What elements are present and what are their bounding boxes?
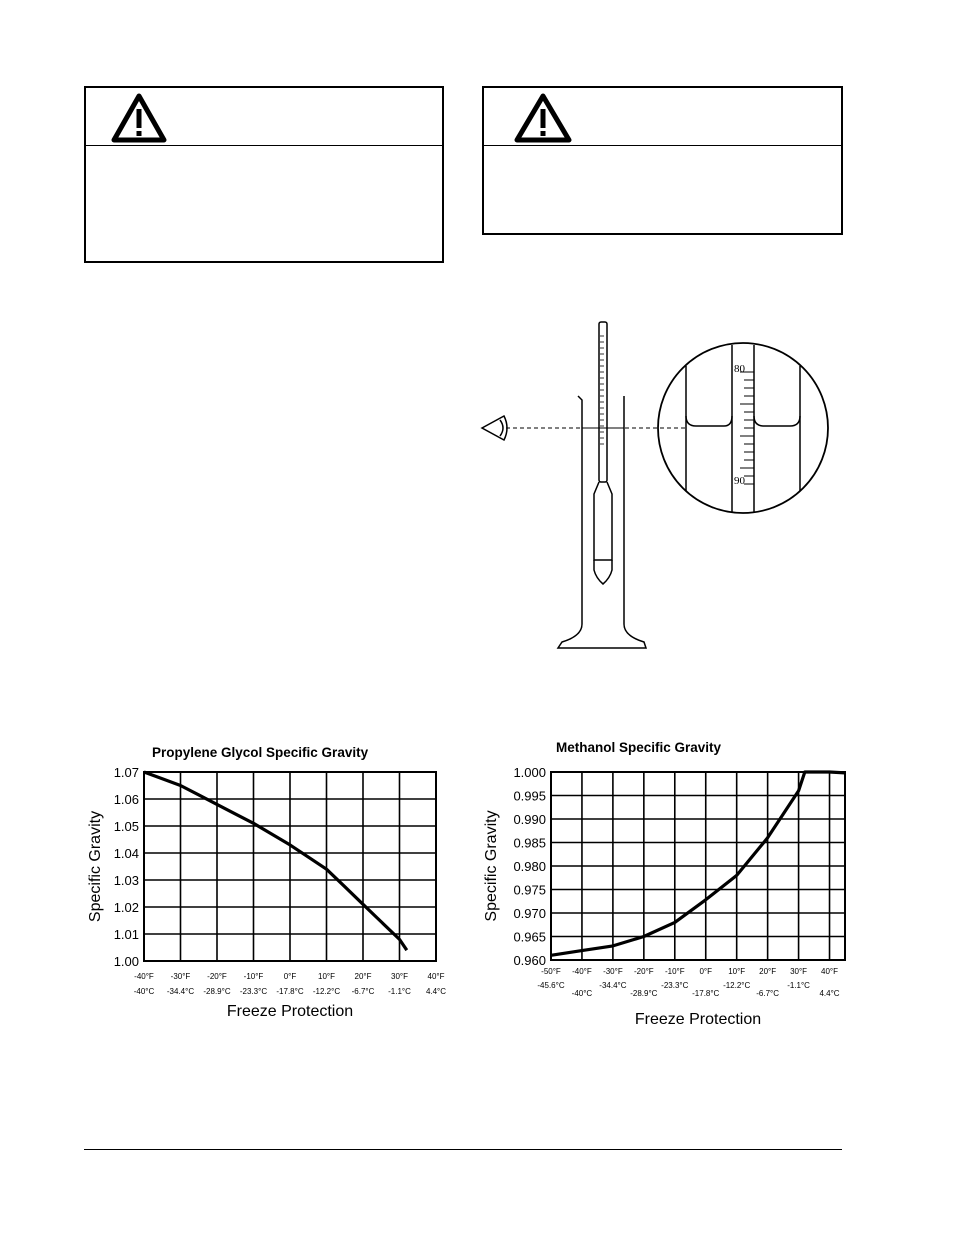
y-axis-label: Specific Gravity xyxy=(483,810,500,922)
warning-box-left xyxy=(84,86,444,263)
x-tick-label-celsius: 4.4°C xyxy=(425,987,447,996)
hydrometer-float xyxy=(594,322,612,584)
x-tick-label-fahrenheit: 20°F xyxy=(354,972,372,981)
x-tick-label-celsius: -34.4°C xyxy=(166,987,195,996)
chart-title: Propylene Glycol Specific Gravity xyxy=(152,745,369,760)
y-tick-label: 1.03 xyxy=(113,873,139,888)
x-tick-label-fahrenheit: 10°F xyxy=(728,967,746,976)
warning-triangle-icon xyxy=(110,92,168,144)
y-axis-label: Specific Gravity xyxy=(87,810,104,923)
warning-header-right xyxy=(484,88,841,146)
x-tick-label-fahrenheit: -40°F xyxy=(572,967,592,976)
x-tick-label-celsius: -34.4°C xyxy=(599,981,627,990)
y-tick-label: 1.04 xyxy=(113,846,139,861)
x-tick-label-fahrenheit: -20°F xyxy=(207,972,227,981)
x-tick-label-fahrenheit: -30°F xyxy=(170,972,191,981)
x-tick-label-fahrenheit: 40°F xyxy=(821,967,839,976)
y-tick-label: 1.06 xyxy=(113,792,139,807)
x-tick-label-fahrenheit: -20°F xyxy=(634,967,654,976)
chart-propylene-glycol xyxy=(80,736,460,1026)
x-tick-label-celsius: -17.8°C xyxy=(276,987,304,996)
x-tick-label-fahrenheit: 40°F xyxy=(427,972,445,981)
x-tick-label-fahrenheit: -10°F xyxy=(243,972,264,981)
y-tick-label: 0.980 xyxy=(513,859,546,874)
series-line xyxy=(551,772,845,955)
warning-header-left xyxy=(86,88,442,146)
x-tick-label-fahrenheit: -30°F xyxy=(603,967,623,976)
footer-rule xyxy=(84,1149,842,1150)
y-tick-label: 1.07 xyxy=(113,765,139,780)
y-tick-label: 0.985 xyxy=(513,835,546,851)
x-tick-label-fahrenheit: 20°F xyxy=(759,967,777,976)
y-tick-label: 0.965 xyxy=(513,929,546,945)
x-tick-label-celsius: 4.4°C xyxy=(819,989,840,998)
x-tick-label-celsius: -23.3°C xyxy=(661,981,689,990)
x-tick-label-fahrenheit: 30°F xyxy=(391,972,408,981)
x-tick-label-celsius: -23.3°C xyxy=(239,987,268,996)
x-tick-label-celsius: -28.9°C xyxy=(630,989,658,998)
x-tick-label-celsius: -28.9°C xyxy=(203,987,231,996)
y-tick-label: 0.960 xyxy=(513,953,546,968)
hydrometer-figure xyxy=(478,316,838,656)
x-tick-label-celsius: -40°C xyxy=(571,989,593,998)
y-tick-label: 0.975 xyxy=(513,882,546,898)
x-tick-label-celsius: -6.7°C xyxy=(756,989,780,998)
warning-box-right xyxy=(482,86,843,235)
y-tick-label: 0.970 xyxy=(513,906,546,921)
graduated-cylinder xyxy=(558,396,646,648)
chart-title: Methanol Specific Gravity xyxy=(556,740,722,755)
x-tick-label-fahrenheit: 10°F xyxy=(318,972,335,981)
x-tick-label-celsius: -1.1°C xyxy=(388,987,411,996)
y-tick-label: 1.01 xyxy=(113,927,139,942)
y-tick-label: 1.000 xyxy=(513,765,546,780)
x-tick-label-celsius: -12.2°C xyxy=(723,981,751,990)
x-tick-label-fahrenheit: 0°F xyxy=(283,972,297,981)
x-tick-label-fahrenheit: 30°F xyxy=(790,967,808,976)
x-tick-label-fahrenheit: -10°F xyxy=(664,967,685,976)
eye-icon xyxy=(482,416,507,440)
x-axis-label: Freeze Protection xyxy=(226,1003,354,1020)
x-tick-label-celsius: -1.1°C xyxy=(787,981,810,990)
x-tick-label-celsius: -40°C xyxy=(133,987,155,996)
y-tick-label: 1.05 xyxy=(113,819,139,834)
x-tick-label-celsius: -45.6°C xyxy=(537,981,565,990)
x-tick-label-celsius: -6.7°C xyxy=(351,987,375,996)
y-tick-label: 1.00 xyxy=(113,954,139,969)
y-tick-label: 0.995 xyxy=(513,788,546,804)
x-tick-label-fahrenheit: 0°F xyxy=(699,967,713,976)
y-tick-label: 1.02 xyxy=(113,900,139,915)
y-tick-label: 0.990 xyxy=(513,812,546,827)
x-axis-label: Freeze Protection xyxy=(634,1011,762,1028)
x-tick-label-celsius: -12.2°C xyxy=(312,987,341,996)
chart-methanol xyxy=(478,732,850,1032)
scale-label-top: 80 xyxy=(734,363,745,375)
x-tick-label-fahrenheit: -40°F xyxy=(134,972,154,981)
scale-label-bottom: 90 xyxy=(734,475,745,487)
x-tick-label-fahrenheit: -50°F xyxy=(541,967,561,976)
warning-triangle-icon xyxy=(512,92,574,144)
x-tick-label-celsius: -17.8°C xyxy=(692,989,720,998)
